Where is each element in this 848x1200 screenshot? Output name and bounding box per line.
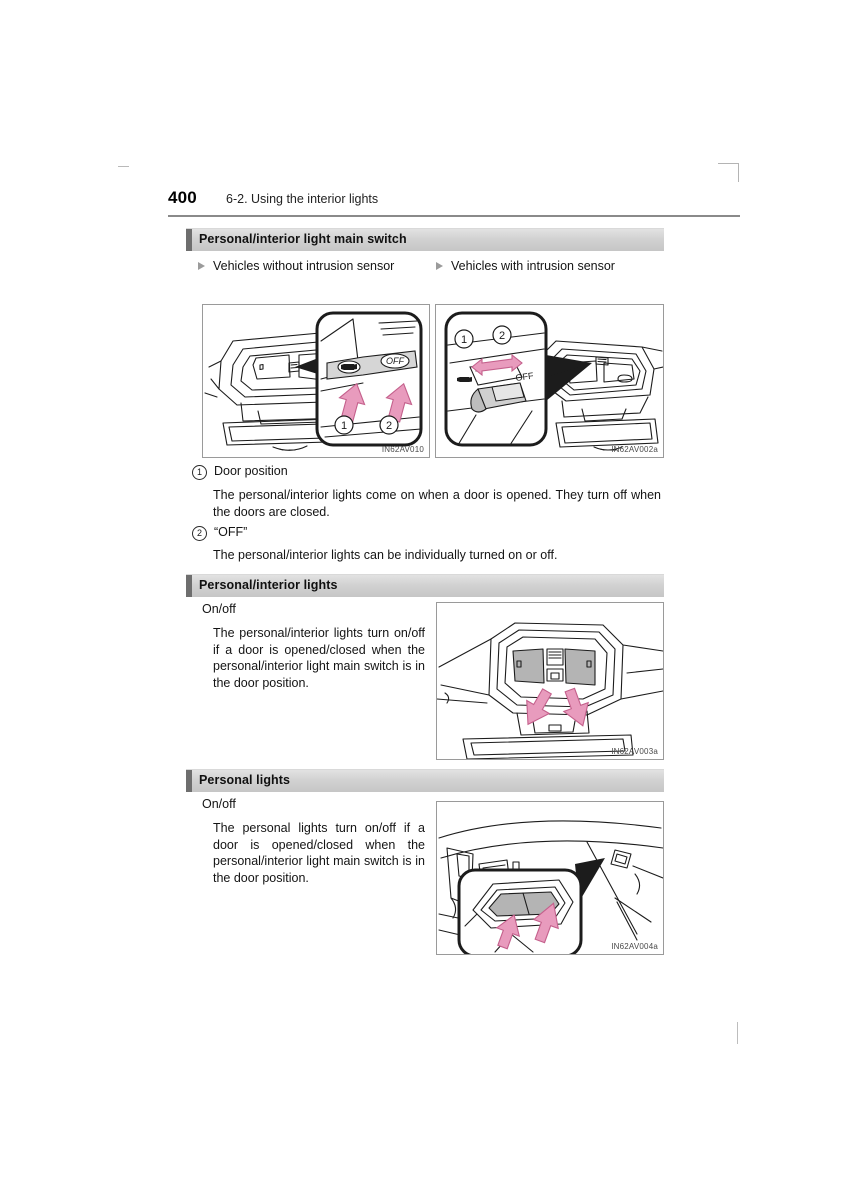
figure-artwork (203, 305, 429, 457)
callout-item-2 (192, 525, 662, 539)
page-header (168, 188, 740, 214)
figure-code: IN62AV003a (611, 747, 658, 756)
callout-text-2: The personal/interior lights can be individually turned on or off. (213, 548, 558, 562)
figure-callout-number-2 (380, 416, 398, 434)
arrow-pointer-right-lamp (558, 686, 595, 731)
figure-callout-number-1 (455, 330, 473, 348)
triangle-bullet-icon (436, 262, 443, 270)
callout-number-2: 2 (192, 526, 207, 541)
section-title-main-switch (186, 228, 664, 251)
section-title-label: Personal/interior light main switch (199, 232, 407, 246)
figure-callout-number-2 (493, 326, 511, 344)
off-button-icon (381, 354, 409, 368)
arrow-pointer-left-lamp (517, 685, 559, 731)
bullet-label: Vehicles with intrusion sensor (451, 259, 615, 273)
figure-artwork (437, 802, 663, 954)
crop-mark-top-right (718, 163, 739, 182)
figure-code: IN62AV004a (611, 942, 658, 951)
body-text-personal-lights: The personal lights turn on/off if a door is opened/closed when the personal/interior light main switch is in the door position. (213, 821, 425, 885)
figure-artwork (437, 603, 663, 759)
door-position-button-icon (338, 361, 360, 373)
callout-text-1: The personal/interior lights come on when a door is opened. They turn off when the doors are closed. (213, 488, 661, 519)
section-title-label: Personal/interior lights (199, 578, 338, 592)
off-label: OFF (386, 356, 404, 366)
page-number: 400 (168, 188, 197, 207)
section-accent-bar (186, 229, 192, 251)
figure-personal-lights (436, 801, 664, 955)
section-title-personal-interior-lights (186, 574, 664, 597)
callout-label-1: Door position (214, 464, 288, 478)
svg-text:1: 1 (340, 420, 348, 432)
body-text-personal-interior-lights: The personal/interior lights turn on/off if a door is opened/closed when the personal/interior light main switch is in the door position. (213, 626, 425, 690)
crop-mark-bottom-right (737, 1022, 738, 1044)
figure-artwork (436, 305, 663, 457)
callout-item-1 (192, 464, 662, 478)
section-title-personal-lights (186, 769, 664, 792)
crop-mark-top-left (118, 166, 129, 167)
section-accent-bar (186, 770, 192, 792)
subheading-on-off-interior: On/off (202, 602, 236, 616)
bullet-vehicles-without-sensor (198, 258, 422, 275)
figure-code: IN62AV002a (611, 445, 658, 454)
svg-text:1: 1 (460, 334, 468, 346)
figure-overhead-console-with-sensor (435, 304, 664, 458)
bullet-vehicles-with-sensor (436, 258, 668, 275)
section-accent-bar (186, 575, 192, 597)
figure-code: IN62AV010 (381, 445, 424, 454)
triangle-bullet-icon (198, 262, 205, 270)
callout-number-1: 1 (192, 465, 207, 480)
header-rule (168, 215, 740, 217)
off-label: OFF (514, 370, 535, 383)
subheading-on-off-personal: On/off (202, 797, 236, 811)
figure-personal-interior-lights (436, 602, 664, 760)
breadcrumb: 6-2. Using the interior lights (226, 192, 379, 206)
svg-text:2: 2 (385, 420, 393, 432)
section-title-label: Personal lights (199, 773, 291, 787)
figure-overhead-console-without-sensor (202, 304, 430, 458)
callout-label-2: “OFF” (214, 525, 248, 539)
bullet-label: Vehicles without intrusion sensor (213, 259, 395, 273)
door-position-icon (457, 377, 472, 382)
figure-callout-number-1 (335, 416, 353, 434)
svg-text:2: 2 (498, 330, 506, 342)
